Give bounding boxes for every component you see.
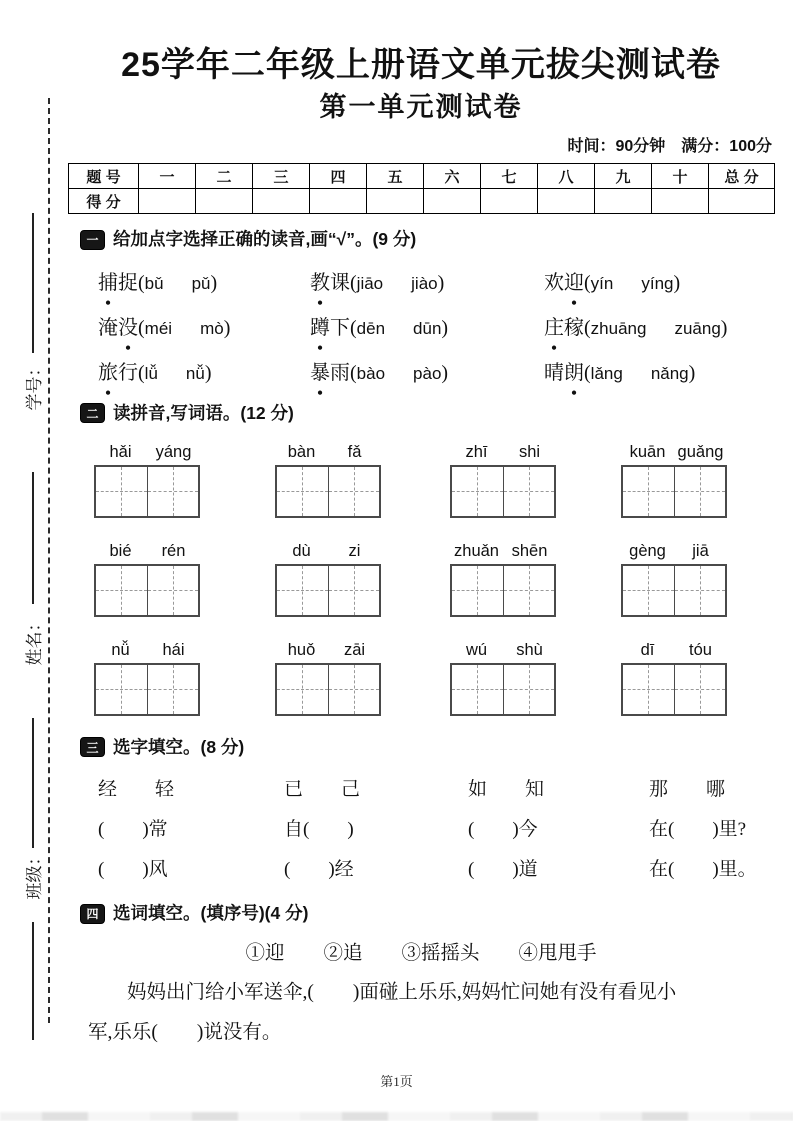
tianzige-cell [147, 665, 199, 714]
score-cell-empty [709, 189, 775, 214]
fill-blank-line: 在( )里? [649, 819, 747, 841]
pinyin-label [450, 542, 556, 561]
pinyin-syllable: hái [162, 640, 185, 659]
close-paren: ) [720, 316, 728, 339]
character: 欢 [544, 271, 564, 294]
dotted-character: 庄 [544, 316, 564, 339]
open-paren: ( [350, 316, 357, 339]
pinyin-label [275, 542, 381, 561]
target-word [310, 317, 350, 339]
target-word [544, 362, 584, 384]
tianzige-cell [328, 467, 380, 516]
section-3-title: 选字填空。(8 分) [113, 736, 245, 757]
pinyin-syllable: rén [161, 541, 186, 560]
student-info-blank-line [32, 922, 34, 1040]
pinyin-syllable: dī [640, 640, 655, 659]
target-word [98, 362, 138, 384]
writing-grid-group [275, 443, 450, 518]
pinyin-choice-item [310, 269, 544, 298]
next-page-edge [0, 1112, 793, 1121]
section-2-header [80, 402, 774, 425]
pinyin-syllable: dù [292, 541, 311, 560]
score-table-header-cell: 一 [139, 164, 196, 189]
tianzige-grid [450, 465, 556, 518]
writing-grid-group [450, 542, 621, 617]
pinyin-label [94, 641, 200, 660]
tianzige-grid [621, 465, 727, 518]
close-paren: ) [437, 271, 445, 294]
character: 下 [330, 316, 350, 339]
pinyin-label [94, 443, 200, 462]
close-paren: ) [673, 271, 681, 294]
writing-grid-group [450, 641, 621, 716]
pinyin-syllable: kuān [629, 442, 666, 461]
pinyin-syllable: zi [348, 541, 361, 560]
writing-grid-group [621, 641, 774, 716]
score-table-score-row [69, 189, 775, 214]
tianzige-cell [328, 665, 380, 714]
writing-grid-group [621, 542, 774, 617]
choice-group [468, 770, 649, 890]
score-table [68, 163, 775, 214]
open-paren: ( [138, 361, 145, 384]
writing-grid-row [94, 641, 774, 716]
score-cell-empty [367, 189, 424, 214]
section-2-number-badge: 二 [80, 403, 105, 423]
pinyin-label [621, 542, 727, 561]
choice-characters: 经 轻 [98, 779, 175, 801]
tianzige-grid [621, 564, 727, 617]
close-paren: ) [441, 361, 449, 384]
choice-group [649, 770, 774, 890]
score-table-header-cell: 九 [595, 164, 652, 189]
pinyin-choice-item [98, 359, 310, 388]
pinyin-syllable: shēn [511, 541, 548, 560]
pinyin-option-2: mò [200, 318, 224, 338]
pinyin-choice-item [544, 314, 774, 343]
dotted-character: 蹲 [310, 316, 330, 339]
tianzige-cell [623, 566, 674, 615]
pinyin-option-2: nǚ [185, 363, 205, 383]
writing-grid-group [621, 443, 774, 518]
tianzige-cell [674, 467, 726, 516]
close-paren: ) [210, 271, 218, 294]
pinyin-syllable: huǒ [287, 640, 316, 659]
tianzige-cell [277, 566, 328, 615]
tianzige-cell [503, 467, 555, 516]
pinyin-syllable: bié [109, 541, 132, 560]
class-label: 班级： [25, 848, 44, 900]
fill-blank-line: ( )经 [284, 859, 354, 881]
section-4-number-badge: 四 [80, 904, 105, 924]
tianzige-grid [275, 465, 381, 518]
tianzige-cell [452, 566, 503, 615]
paragraph-line: 军,乐乐( )说没有。 [88, 1022, 282, 1044]
student-id-label: 学号： [25, 359, 44, 411]
pinyin-option-2: jiào [411, 273, 438, 293]
dotted-character: 捕 [98, 271, 118, 294]
character: 课 [330, 271, 350, 294]
tianzige-cell [623, 665, 674, 714]
paper-body [68, 0, 774, 1053]
tianzige-grid [450, 663, 556, 716]
fill-blank-line: ( )道 [468, 859, 538, 881]
tianzige-grid [94, 663, 200, 716]
target-word [98, 272, 138, 294]
pinyin-option-2: pǔ [191, 273, 211, 293]
open-paren: ( [138, 271, 145, 294]
open-paren: ( [584, 316, 591, 339]
section-1-number-badge: 一 [80, 230, 105, 250]
tianzige-cell [147, 467, 199, 516]
pinyin-choice-item [310, 359, 544, 388]
tianzige-cell [96, 566, 147, 615]
pinyin-syllable: yáng [155, 442, 192, 461]
tianzige-cell [674, 665, 726, 714]
pinyin-syllable: zhuǎn [454, 541, 499, 560]
score-table-header-cell: 十 [652, 164, 709, 189]
pinyin-label [275, 443, 381, 462]
fill-blank-line: ( )风 [98, 859, 168, 881]
pinyin-choice-item [98, 269, 310, 298]
pinyin-label [275, 641, 381, 660]
score-cell-empty [652, 189, 709, 214]
character: 晴 [544, 361, 564, 384]
tianzige-cell [96, 665, 147, 714]
fill-blank-line: ( )常 [98, 819, 168, 841]
paragraph-line: 妈妈出门给小军送伞,( )面碰上乐乐,妈妈忙问她有没有看见小 [127, 982, 677, 1004]
pinyin-syllable: jiā [692, 541, 709, 560]
target-word [98, 317, 138, 339]
fill-in-paragraph [88, 973, 774, 1053]
close-paren: ) [204, 361, 212, 384]
fold-dashed-line [48, 98, 50, 1023]
score-table-header-cell: 六 [424, 164, 481, 189]
character: 雨 [330, 361, 350, 384]
section-3-number-badge: 三 [80, 737, 105, 757]
pinyin-label [621, 641, 727, 660]
score-row-label: 得 分 [69, 189, 139, 214]
pinyin-syllable: zāi [343, 640, 366, 659]
tianzige-grid [94, 465, 200, 518]
open-paren: ( [138, 316, 145, 339]
score-table-header-cell: 总 分 [709, 164, 775, 189]
pinyin-syllable: gèng [629, 541, 666, 560]
page-number: 第1页 [380, 1074, 413, 1089]
pinyin-label [450, 443, 556, 462]
pinyin-choice-item [310, 314, 544, 343]
choice-group [284, 770, 468, 890]
student-name-label: 姓名： [25, 614, 44, 666]
section-2-title: 读拼音,写词语。(12 分) [113, 402, 294, 423]
pinyin-label [450, 641, 556, 660]
score-cell-empty [310, 189, 367, 214]
open-paren: ( [584, 271, 591, 294]
page-title: 25学年二年级上册语文单元拔尖测试卷 [121, 46, 721, 84]
writing-grid-row [94, 443, 774, 518]
score-cell-empty [424, 189, 481, 214]
pinyin-syllable: shi [518, 442, 541, 461]
choice-characters: 那 哪 [649, 779, 726, 801]
fill-blank-line: ( )今 [468, 819, 538, 841]
pinyin-option-2: dūn [413, 318, 442, 338]
pinyin-option-1: lǎng [590, 363, 623, 383]
pinyin-option-2: zuāng [674, 318, 721, 338]
target-word [310, 272, 350, 294]
dotted-character: 迎 [564, 271, 584, 294]
tianzige-grid [450, 564, 556, 617]
pinyin-option-2: nǎng [650, 363, 689, 383]
score-table-header-cell: 七 [481, 164, 538, 189]
writing-grid-group [94, 641, 275, 716]
pinyin-syllable: nǚ [111, 640, 130, 659]
pinyin-choice-item [544, 359, 774, 388]
tianzige-cell [328, 566, 380, 615]
pinyin-option-1: bǔ [144, 273, 164, 293]
pinyin-syllable: guǎng [677, 442, 724, 461]
dotted-character: 朗 [564, 361, 584, 384]
tianzige-grid [275, 663, 381, 716]
target-word [544, 272, 584, 294]
character-fill-grid [98, 770, 774, 890]
student-info-blank-line [32, 213, 34, 353]
writing-grid-group [94, 542, 275, 617]
pinyin-option-1: lǚ [144, 363, 158, 383]
score-table-header-cell: 题 号 [69, 164, 139, 189]
pinyin-choice-item [98, 314, 310, 343]
pinyin-syllable: bàn [287, 442, 316, 461]
dotted-character: 教 [310, 271, 330, 294]
word-options-line: ①迎 ②追 ③摇摇头 ④甩甩手 [245, 943, 597, 965]
tianzige-grid [94, 564, 200, 617]
pinyin-label [621, 443, 727, 462]
score-cell-empty [538, 189, 595, 214]
section-4-title: 选词填空。(填序号)(4 分) [113, 903, 309, 924]
pinyin-option-2: pào [413, 363, 442, 383]
section-1-header [80, 228, 774, 251]
tianzige-cell [96, 467, 147, 516]
pinyin-syllable: fǎ [347, 442, 362, 461]
tianzige-cell [503, 665, 555, 714]
target-word [310, 362, 350, 384]
pinyin-option-1: bào [356, 363, 386, 383]
tianzige-cell [452, 467, 503, 516]
writing-grid-group [450, 443, 621, 518]
writing-grid-group [275, 542, 450, 617]
dotted-character: 暴 [310, 361, 330, 384]
score-table-header-cell: 八 [538, 164, 595, 189]
writing-grid-group [275, 641, 450, 716]
target-word [544, 317, 584, 339]
pinyin-option-2: yíng [641, 273, 674, 293]
open-paren: ( [350, 361, 357, 384]
tianzige-cell [674, 566, 726, 615]
score-table-header-cell: 二 [196, 164, 253, 189]
pinyin-writing-grids [94, 443, 774, 716]
tianzige-grid [621, 663, 727, 716]
tianzige-cell [452, 665, 503, 714]
pinyin-choice-item [544, 269, 774, 298]
close-paren: ) [223, 316, 231, 339]
pinyin-option-1: dēn [356, 318, 386, 338]
choice-characters: 已 己 [284, 779, 361, 801]
pinyin-label [94, 542, 200, 561]
pronunciation-choice-grid [98, 269, 774, 388]
close-paren: ) [688, 361, 696, 384]
score-table-header-cell: 四 [310, 164, 367, 189]
pinyin-option-1: zhuāng [590, 318, 647, 338]
open-paren: ( [350, 271, 357, 294]
writing-grid-row [94, 542, 774, 617]
pinyin-syllable: tóu [689, 640, 712, 659]
dotted-character: 旅 [98, 361, 118, 384]
tianzige-cell [623, 467, 674, 516]
score-cell-empty [196, 189, 253, 214]
tianzige-cell [147, 566, 199, 615]
student-info-blank-line [32, 472, 34, 604]
score-cell-empty [595, 189, 652, 214]
dotted-character: 没 [118, 316, 138, 339]
score-table-header-cell: 三 [253, 164, 310, 189]
close-paren: ) [441, 316, 449, 339]
score-table-header-cell: 五 [367, 164, 424, 189]
pinyin-option-1: méi [144, 318, 173, 338]
tianzige-cell [277, 665, 328, 714]
score-cell-empty [253, 189, 310, 214]
choice-characters: 如 知 [468, 779, 545, 801]
character: 行 [118, 361, 138, 384]
open-paren: ( [584, 361, 591, 384]
score-cell-empty [139, 189, 196, 214]
pinyin-syllable: hǎi [109, 442, 132, 461]
pinyin-option-1: jiāo [356, 273, 384, 293]
character: 淹 [98, 316, 118, 339]
tianzige-cell [277, 467, 328, 516]
pinyin-syllable: shù [516, 640, 543, 659]
fill-blank-line: 在( )里。 [649, 859, 757, 881]
tianzige-cell [503, 566, 555, 615]
character: 稼 [564, 316, 584, 339]
tianzige-grid [275, 564, 381, 617]
writing-grid-group [94, 443, 275, 518]
section-4-header [80, 902, 774, 925]
exam-time-score-meta: 时间：90分钟 满分：100分 [567, 138, 772, 156]
pinyin-syllable: wú [465, 640, 488, 659]
page-subtitle: 第一单元测试卷 [319, 92, 523, 123]
section-1-title: 给加点字选择正确的读音,画“√”。(9 分) [113, 229, 417, 250]
score-table-header-row [69, 164, 775, 189]
pinyin-syllable: zhī [465, 442, 488, 461]
character: 捉 [118, 271, 138, 294]
score-cell-empty [481, 189, 538, 214]
choice-group [98, 770, 284, 890]
section-3-header [80, 736, 774, 759]
fill-blank-line: 自( ) [284, 819, 354, 841]
pinyin-option-1: yín [590, 273, 614, 293]
